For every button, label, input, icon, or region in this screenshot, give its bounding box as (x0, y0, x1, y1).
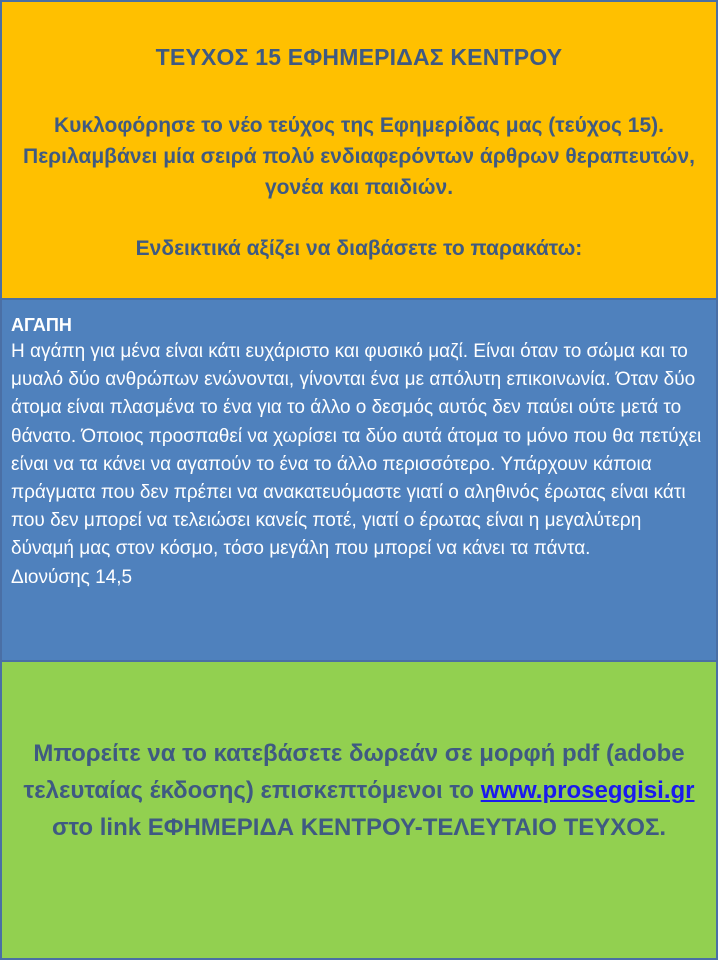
article-signature: Διονύσης 14,5 (11, 566, 133, 588)
article-body: Η αγάπη για μένα είναι κάτι ευχάριστο και φυσικό μαζί. Είναι όταν το σώμα και το μυαλό δύο ανθρώπων ενώνονται, γίνονται ένα με απόλυτη επικοινωνία. Όταν δύο άτομα είναι πλασμένα το ένα για το άλλο ο δεσμός αυτός δεν παύει ούτε μετά το θάνατο. Όποιος προσπαθεί να χωρίσει τα δύο αυτά άτομα το μόνο που θα πετύχει είναι να τα κάνει να αγαπούν το ένα το άλλο περισσότερο. Υπάρχουν κάποια πράγματα που δεν πρέπει να ανακατευόμαστε γιατί ο αληθινός έρωτας είναι κάτι που δεν μπορεί να τελειώσει κανείς ποτέ, γιατί ο έρωτας είναι η μεγαλύτερη δύναμή μας στον κόσμο, τόσο μεγάλη που μπορεί να κάνει τα πάντα. (11, 341, 702, 560)
article-title: ΑΓΑΠΗ (11, 315, 72, 335)
article-panel (0, 298, 718, 662)
issue-intro: Κυκλοφόρησε το νέο τεύχος της Εφημερίδας μας (τεύχος 15). Περιλαμβάνει μία σειρά πολύ ενδιαφερόντων άρθρων θεραπευτών, γονέα και παιδιών. (23, 114, 695, 199)
issue-title: ΤΕΥΧΟΣ 15 ΕΦΗΜΕΡΙΔΑΣ ΚΕΝΤΡΟΥ (155, 44, 563, 70)
website-link[interactable]: www.proseggisi.gr (480, 777, 695, 804)
download-message (10, 735, 708, 846)
download-text-end: στο link ΕΦΗΜΕΡΙΔΑ ΚΕΝΤΡΟΥ-ΤΕΛΕΥΤΑΙΟ ΤΕΥΧΟΣ. (51, 814, 667, 841)
header-panel (0, 0, 718, 300)
recommendation-lead: Ενδεικτικά αξίζει να διαβάσετε το παρακάτω: (135, 237, 583, 260)
download-panel (0, 660, 718, 960)
download-text: Μπορείτε να το κατεβάσετε δωρεάν σε μορφή pdf (adobe τελευταίας έκδοσης) επισκεπτόμενοι το (23, 740, 685, 804)
